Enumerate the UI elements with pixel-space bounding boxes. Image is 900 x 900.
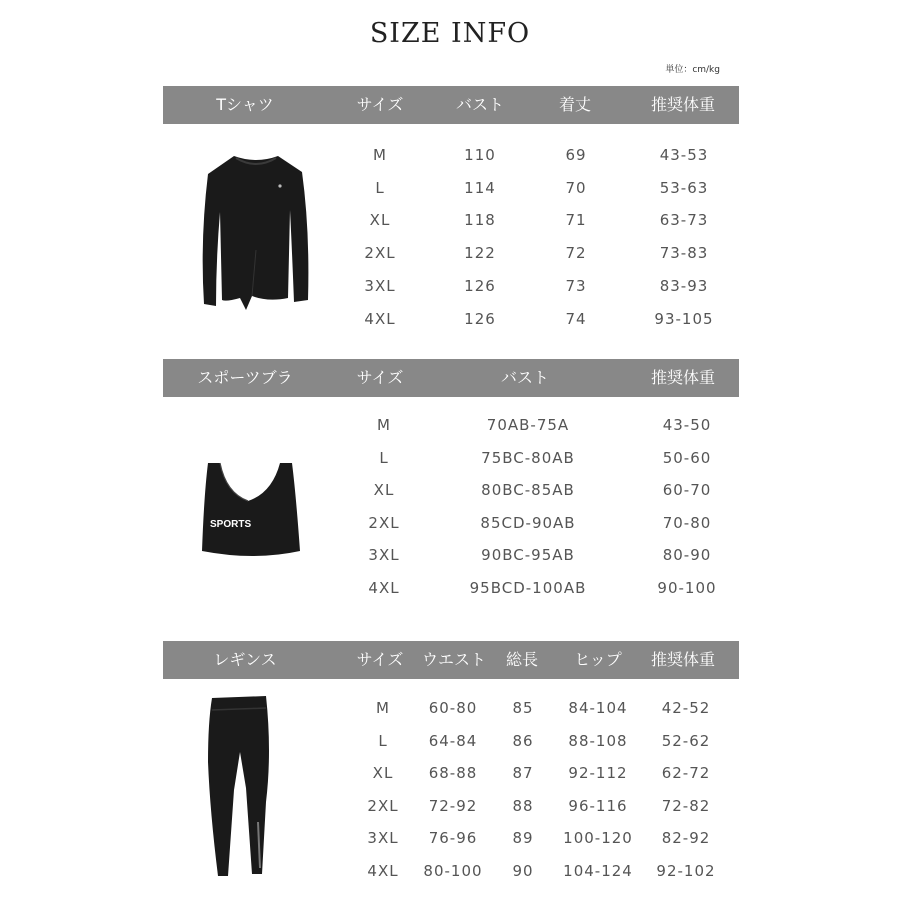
tshirt-cell-r2-c0: XL [369, 211, 391, 230]
bra-header-bar [163, 359, 739, 397]
leggings-cell-r5-c1: 80-100 [423, 862, 483, 880]
tshirt-cell-r2-c3: 63-73 [659, 211, 709, 230]
tshirt-cell-r2-c2: 71 [565, 211, 587, 230]
tshirt-cell-r1-c1: 114 [464, 178, 496, 197]
leggings-cell-r3-c0: 2XL [367, 796, 399, 815]
bra-header-size: サイズ [356, 368, 404, 387]
tshirt-cell-r4-c3: 83-93 [659, 276, 709, 295]
leggings-cell-r0-c0: M [376, 699, 390, 717]
bra-cell-r5-c0: 4XL [368, 578, 400, 597]
tshirt-cell-r3-c1: 122 [464, 244, 496, 263]
page-title: SIZE INFO [369, 18, 531, 49]
tshirt-cell-r4-c0: 3XL [364, 276, 396, 295]
bra-cell-r1-c0: L [379, 448, 389, 467]
leggings-cell-r5-c0: 4XL [367, 862, 399, 880]
tshirt-cell-r5-c1: 126 [464, 309, 496, 328]
tshirt-header-category: Tシャツ [216, 95, 274, 114]
bra-header-bust: バスト [500, 368, 550, 387]
tshirt-cell-r2-c1: 118 [464, 211, 496, 230]
bra-cell-r2-c2: 60-70 [662, 481, 712, 499]
leggings-cell-r4-c1: 76-96 [428, 829, 478, 848]
tshirt-cell-r5-c0: 4XL [364, 309, 396, 328]
tshirt-cell-r1-c2: 70 [565, 178, 587, 197]
bra-cell-r0-c2: 43-50 [662, 416, 712, 434]
tshirt-cell-r5-c2: 74 [565, 309, 587, 328]
tshirt-header-weight: 推奨体重 [650, 95, 716, 114]
bra-cell-r1-c1: 75BC-80AB [481, 448, 575, 467]
bra-cell-r5-c1: 95BCD-100AB [469, 578, 587, 597]
leggings-cell-r4-c0: 3XL [367, 829, 399, 848]
tshirt-cell-r3-c0: 2XL [364, 244, 396, 263]
leggings-header-size: サイズ [356, 650, 404, 669]
leggings-cell-r2-c2: 87 [512, 764, 534, 783]
leggings-cell-r0-c4: 42-52 [661, 699, 711, 717]
bra-cell-r4-c2: 80-90 [662, 546, 712, 564]
leggings-cell-r3-c4: 72-82 [661, 796, 711, 815]
leggings-cell-r1-c0: L [378, 731, 388, 750]
leggings-cell-r1-c4: 52-62 [661, 731, 711, 750]
bra-cell-r0-c1: 70AB-75A [486, 416, 570, 434]
tshirt-cell-r3-c3: 73-83 [659, 244, 709, 263]
sports-bra-image [196, 455, 306, 565]
tshirt-cell-r0-c2: 69 [565, 146, 587, 164]
tshirt-image [196, 150, 316, 315]
leggings-cell-r0-c3: 84-104 [568, 699, 628, 717]
tshirt-header-bar [163, 86, 739, 124]
leggings-cell-r5-c2: 90 [512, 862, 534, 880]
bra-cell-r4-c1: 90BC-95AB [481, 546, 575, 564]
bra-header-category: スポーツブラ [197, 368, 293, 387]
leggings-cell-r4-c4: 82-92 [661, 829, 711, 848]
leggings-cell-r4-c3: 100-120 [563, 829, 633, 848]
leggings-cell-r1-c3: 88-108 [568, 731, 628, 750]
bra-print-text: SPORTS [210, 519, 252, 530]
tshirt-cell-r1-c0: L [375, 178, 385, 197]
leggings-header-hip: ヒップ [574, 650, 622, 669]
leggings-cell-r2-c0: XL [372, 764, 394, 783]
leggings-header-weight: 推奨体重 [650, 650, 716, 669]
tshirt-cell-r5-c3: 93-105 [654, 309, 714, 328]
leggings-cell-r2-c3: 92-112 [568, 764, 628, 783]
bra-header-weight: 推奨体重 [650, 368, 716, 387]
leggings-cell-r3-c1: 72-92 [428, 796, 478, 815]
tshirt-header-size: サイズ [356, 95, 404, 114]
tshirt-cell-r0-c3: 43-53 [659, 146, 709, 164]
bra-cell-r5-c2: 90-100 [657, 578, 717, 597]
leggings-header-length: 総長 [505, 650, 539, 669]
leggings-header-category: レギンス [213, 650, 277, 669]
bra-cell-r2-c0: XL [373, 481, 395, 499]
leggings-cell-r3-c2: 88 [512, 796, 534, 815]
tshirt-cell-r3-c2: 72 [565, 244, 587, 263]
leggings-cell-r1-c1: 64-84 [428, 731, 478, 750]
leggings-cell-r5-c4: 92-102 [656, 862, 716, 880]
tshirt-cell-r1-c3: 53-63 [659, 178, 709, 197]
leggings-cell-r4-c2: 89 [512, 829, 534, 848]
bra-cell-r1-c2: 50-60 [662, 448, 712, 467]
bra-cell-r3-c2: 70-80 [662, 513, 712, 532]
leggings-cell-r2-c1: 68-88 [428, 764, 478, 783]
bra-cell-r2-c1: 80BC-85AB [481, 481, 575, 499]
leggings-header-waist: ウエスト [421, 650, 487, 669]
leggings-cell-r1-c2: 86 [512, 731, 534, 750]
tshirt-header-length: 着丈 [558, 95, 592, 114]
leggings-cell-r0-c2: 85 [512, 699, 534, 717]
leggings-cell-r3-c3: 96-116 [568, 796, 628, 815]
tshirt-cell-r0-c1: 110 [464, 146, 496, 164]
leggings-cell-r2-c4: 62-72 [661, 764, 711, 783]
bra-cell-r3-c0: 2XL [368, 513, 400, 532]
bra-cell-r4-c0: 3XL [368, 546, 400, 564]
leggings-cell-r5-c3: 104-124 [563, 862, 633, 880]
leggings-header-bar [163, 641, 739, 679]
leggings-cell-r0-c1: 60-80 [428, 699, 478, 717]
tshirt-cell-r4-c2: 73 [565, 276, 587, 295]
bra-cell-r3-c1: 85CD-90AB [480, 513, 576, 532]
tshirt-cell-r0-c0: M [373, 146, 387, 164]
tshirt-header-bust: バスト [455, 95, 505, 114]
tshirt-cell-r4-c1: 126 [464, 276, 496, 295]
bra-cell-r0-c0: M [377, 416, 391, 434]
unit-note: 単位：cm/kg [665, 65, 720, 75]
leggings-image [200, 692, 280, 882]
